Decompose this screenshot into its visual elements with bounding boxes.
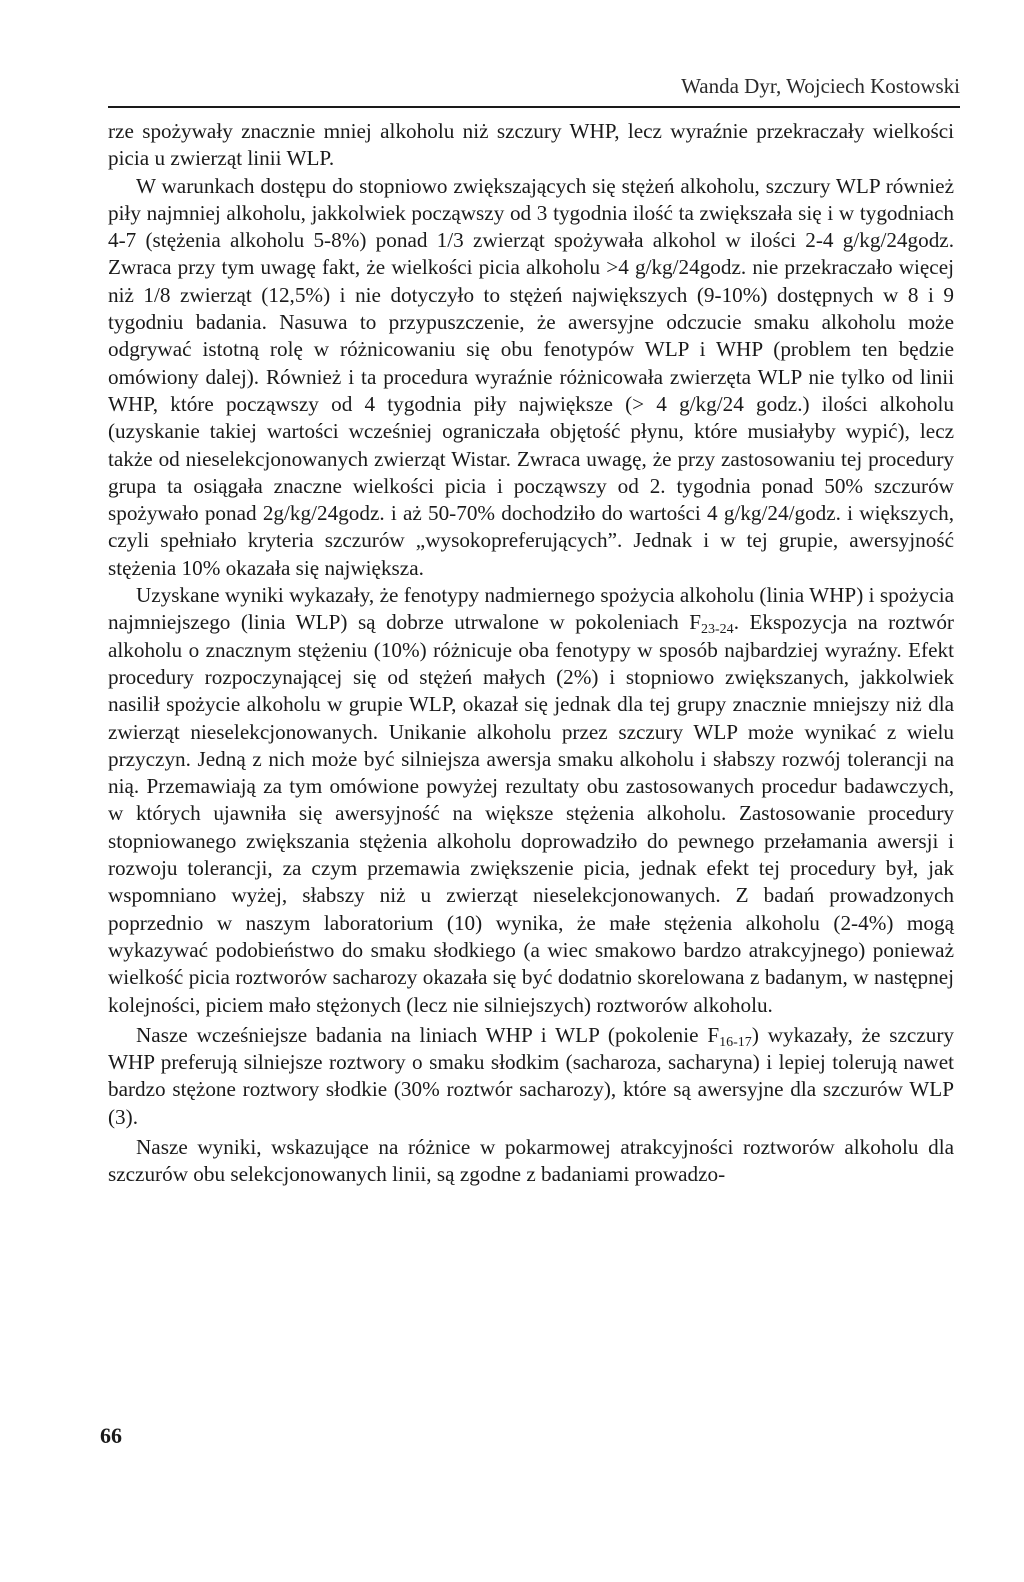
header-rule [108, 106, 960, 108]
running-head-authors: Wanda Dyr, Wojciech Kostowski [681, 74, 960, 98]
paragraph-our-results: Nasze wyniki, wskazujące na różnice w pokarmowej atrakcyjności roztworów alkoholu dla szczurów obu selekcjonowanych linii, są zgodne z badaniami prowadzo- [108, 1134, 954, 1187]
body-text [108, 118, 954, 1189]
paragraph-results-text-start: Uzyskane wyniki wykazały, że fenotypy nadmiernego spożycia alkoholu (linia WHP) i spożycia najmniejszego (linia WLP) są dobrze utrwalone w pokoleniach F [108, 583, 954, 635]
paragraph-gradual-concentrations: W warunkach dostępu do stopniowo zwiększających się stężeń alkoholu, szczury WLP również piły najmniej alkoholu, jakkolwiek począwszy od 3 tygodnia ilość ta zwiększała się i w tygodniach 4-7 (stężenia alkoholu 5-8%) ponad 1/3 zwierząt spożywała alkohol w ilości 2-4 g/kg/24godz. Zwraca przy tym uwagę fakt, że wielkości picia alkoholu >4 g/kg/24godz. nie przekraczało więcej niż 1/8 zwierząt (12,5%) i nie dotyczyło to stężeń największych (9-10%) dostępnych w 8 i 9 tygodniu badania. Nasuwa to przypuszczenie, że awersyjne odczucie smaku alkoholu może odgrywać istotną rolę w różnicowaniu się obu fenotypów WLP i WHP (problem ten będzie omówiony dalej). Również i ta procedura wyraźnie różnicowała zwierzęta WLP nie tylko od linii WHP, które począwszy od 4 tygodnia piły największe (> 4 g/kg/24 godz.) ilości alkoholu (uzyskanie takiej wartości wcześniej ograniczała objętość płynu, które musiałyby wypić), lecz także od nieselekcjonowanych zwierząt Wistar. Zwraca uwagę, że przy zastosowaniu tej procedury grupa ta osiągała znaczne wielkości picia i począwszy od 2. tygodnia ponad 50% szczurów spożywało ponad 2g/kg/24godz. i aż 50-70% dochodziło do wartości 4 g/kg/24/godz. i większych, czyli spełniało kryteria szczurów „wysokopreferujących”. Jednak i w tej grupie, awersyjność stężenia 10% okazała się największa. [108, 173, 954, 580]
page-number: 66 [100, 1423, 122, 1448]
paragraph-results-text-end: . Ekspozycja na roztwór alkoholu o znacznym stężeniu (10%) różnicuje oba fenotypy w sposób najbardziej wyraźny. Efekt procedury rozpoczynającej się od stężeń małych (2%) i stopniowo zwiększanych, jakkolwiek nasilił spożycie alkoholu w grupie WLP, okazał się jednak dla tej grupy znacznie mniejszy niż dla zwierząt nieselekcjonowanych. Unikanie alkoholu przez szczury WLP może wynikać z wielu przyczyn. Jedną z nich może być silniejsza awersja smaku alkoholu i słabszy rozwój tolerancji na nią. Przemawiają za tym omówione powyżej rezultaty obu zastosowanych procedur badawczych, w których ujawniła się awersyjność na większe stężenia alkoholu. Zastosowanie procedury stopniowanego zwiększania stężenia alkoholu doprowadziło do pewnego przełamania awersji i rozwoju tolerancji, za czym przemawia zwiększenie picia, jednak efekt tej procedury był, jak wspomniano wyżej, słabszy niż u zwierząt nieselekcjonowanych. Z badań prowadzonych poprzednio w naszym laboratorium (10) wynika, że małe stężenia alkoholu (2-4%) mogą wykazywać podobieństwo do smaku słodkiego (a wiec smakowo bardzo atrakcyjnego) ponieważ wielkość picia roztworów sacharozy okazała się być dodatnio skorelowana z badanym, w następnej kolejności, piciem mało stężonych (lecz nie silniejszych) roztworów alkoholu. [108, 610, 954, 1017]
paragraph-earlier-studies-text-start: Nasze wcześniejsze badania na liniach WHP i WLP (pokolenie F [136, 1022, 720, 1047]
paragraph-earlier-studies [108, 1022, 954, 1131]
paragraph-continuation: rze spożywały znacznie mniej alkoholu niż szczury WHP, lecz wyraźnie przekraczały wielkości picia u zwierząt linii WLP. [108, 119, 954, 171]
generation-subscript: 16-17 [719, 1034, 752, 1050]
generation-subscript: 23-24 [701, 622, 734, 638]
paragraph-earlier-studies-text-end: ) wykazały, że szczury WHP preferują silniejsze roztwory o smaku słodkim (sacharoza, sacharyna) i lepiej tolerują nawet bardzo stężone roztwory słodkie (30% roztwór sacharozy), które są awersyjne dla szczurów WLP (3). [108, 1022, 954, 1129]
paragraph-results [108, 582, 954, 1019]
